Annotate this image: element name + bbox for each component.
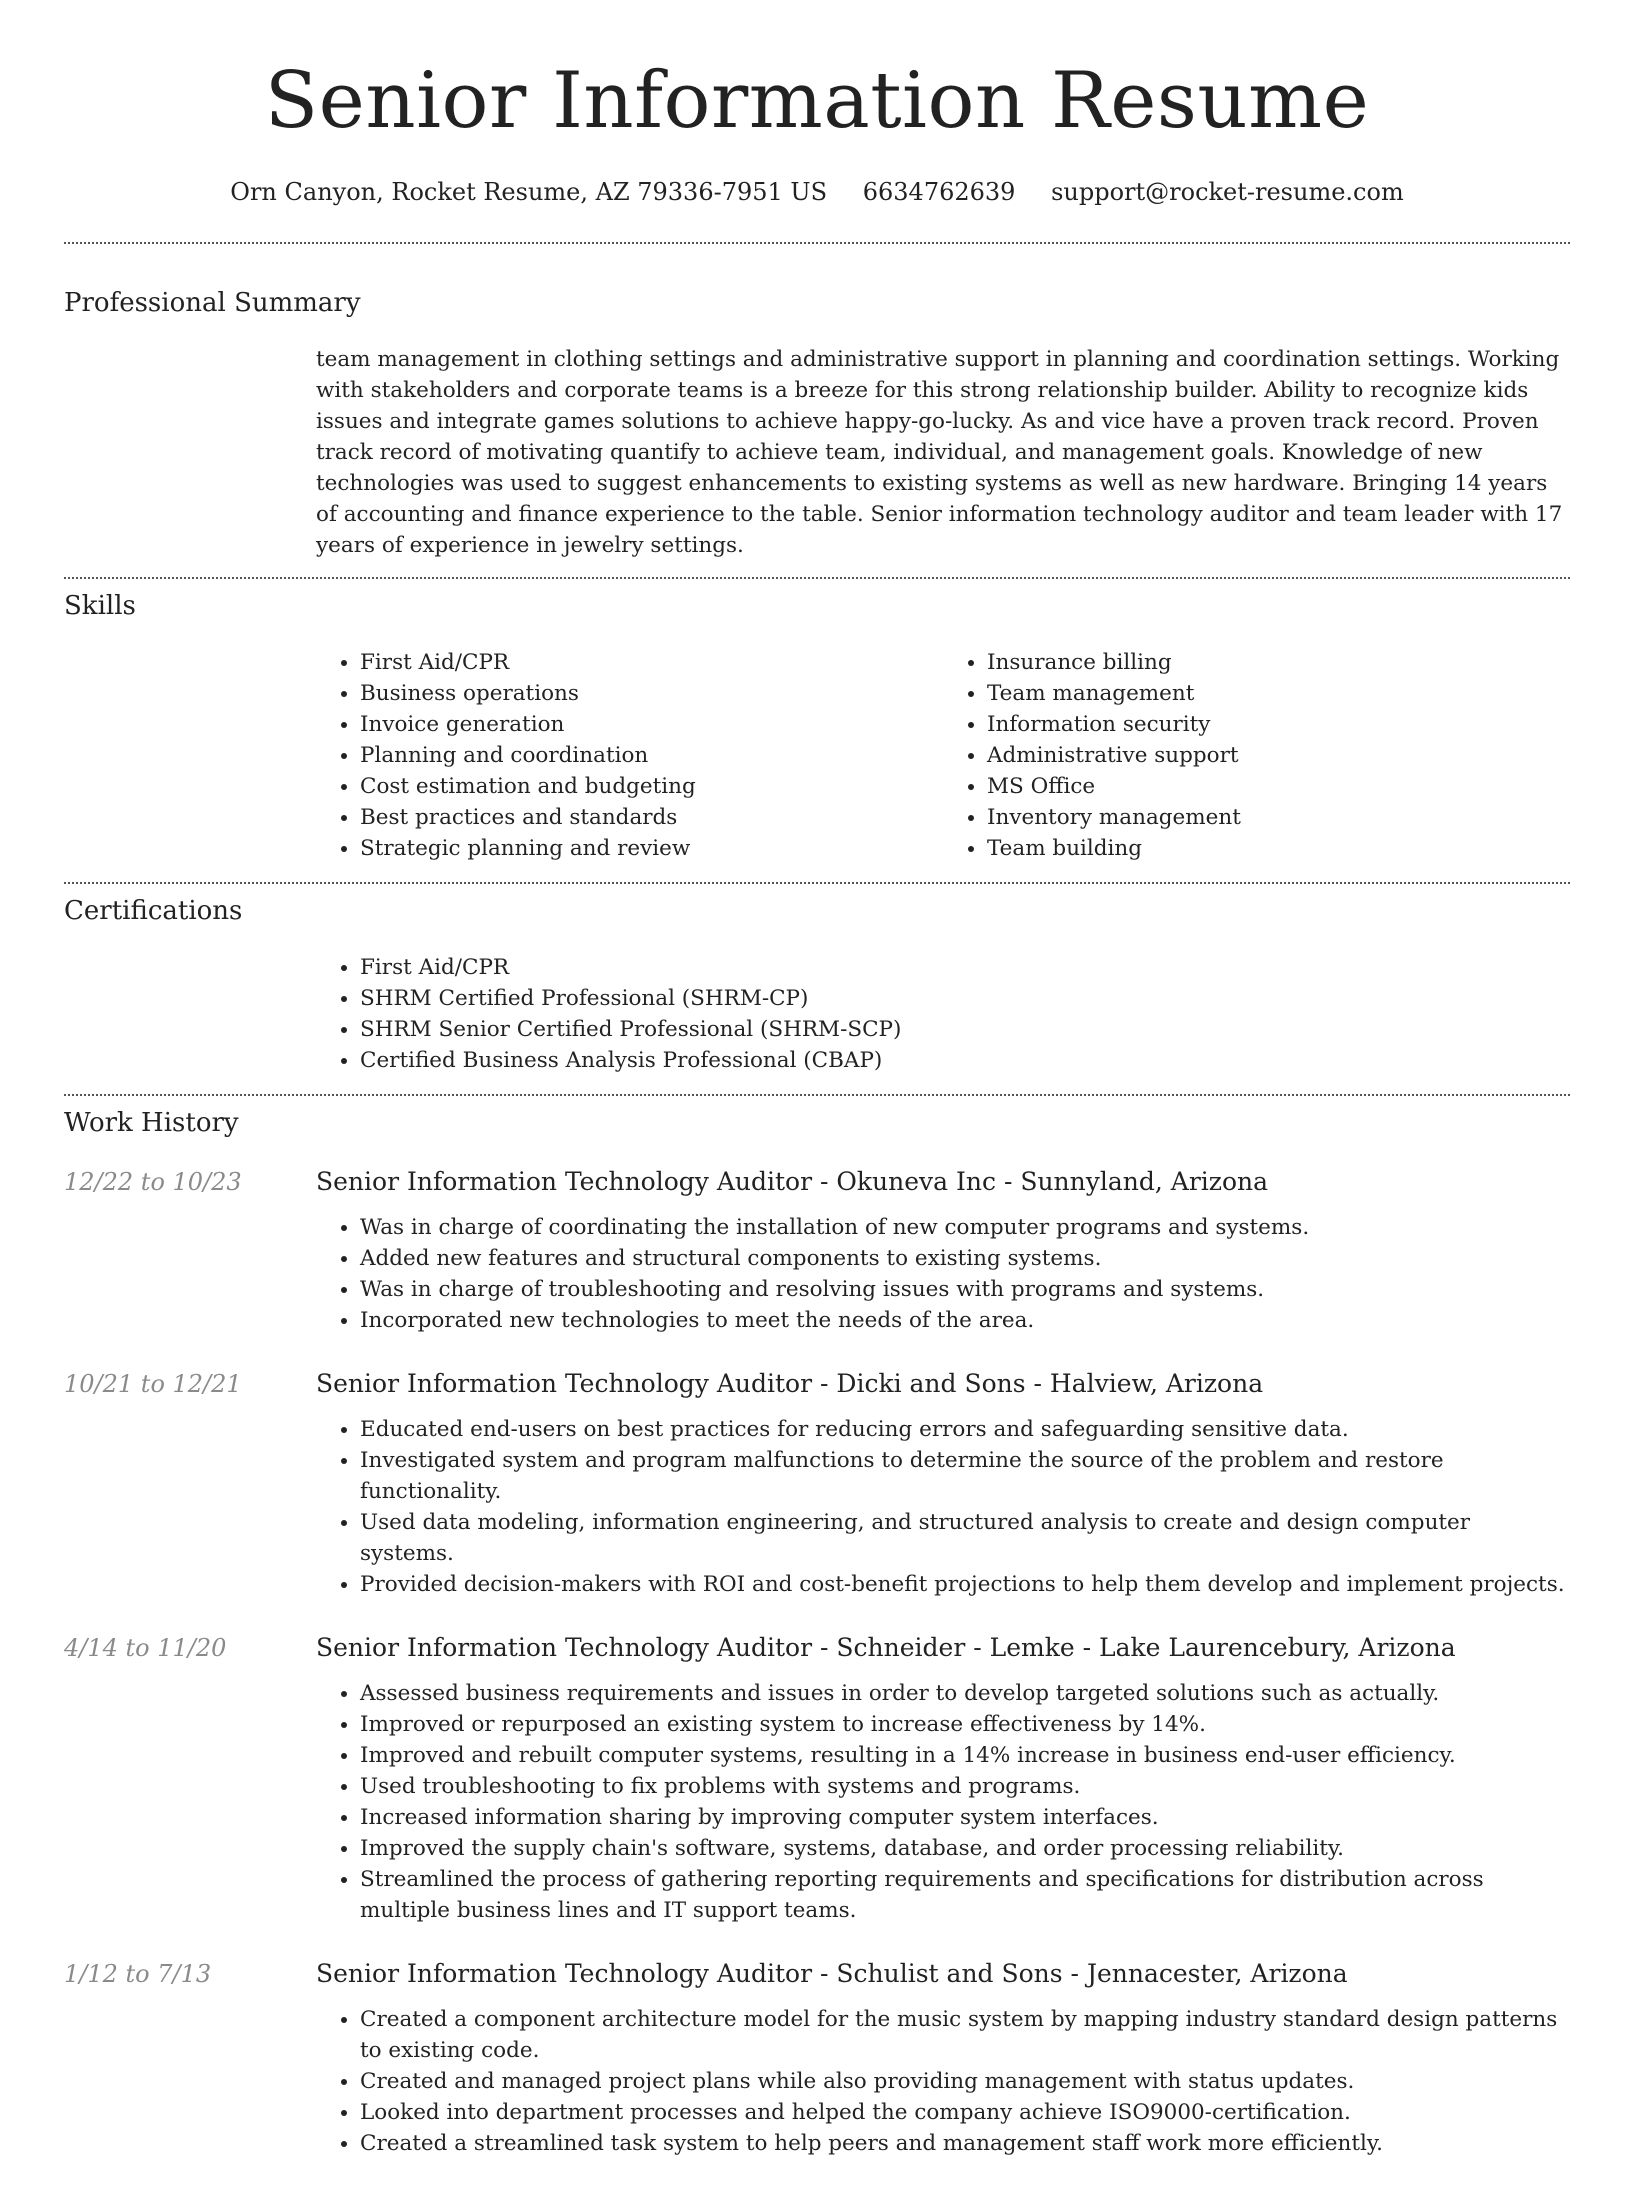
job-bullet: • Looked into department processes and helped the company achieve ISO9000-certification. (360, 2097, 1570, 2128)
job-title: Senior Information Technology Auditor - Okuneva Inc - Sunnyland, Arizona (316, 1167, 1269, 1196)
job-entry (64, 1164, 1570, 1336)
job-bullet: • Was in charge of troubleshooting and resolving issues with programs and systems. (360, 1274, 1570, 1305)
contact-email: support@rocket-resume.com (1051, 178, 1404, 206)
section-divider (64, 1094, 1570, 1096)
job-dates: 10/21 to 12/21 (64, 1370, 242, 1398)
certification-item: • SHRM Certified Professional (SHRM-CP) (360, 983, 1570, 1014)
section-divider (64, 577, 1570, 579)
job-bullet: • Increased information sharing by improving computer system interfaces. (360, 1802, 1570, 1833)
job-title: Senior Information Technology Auditor - Schneider - Lemke - Lake Laurencebury, Arizona (316, 1633, 1456, 1662)
job-bullet: • Improved or repurposed an existing system to increase effectiveness by 14%. (360, 1709, 1570, 1740)
job-bullet: • Streamlined the process of gathering reporting requirements and specifications for distribution across multiple business lines and IT support teams. (360, 1864, 1570, 1926)
certification-item: • Certified Business Analysis Professional (CBAP) (360, 1045, 1570, 1076)
contact-phone: 6634762639 (862, 178, 1016, 206)
skills-column-right (943, 647, 1570, 864)
job-dates: 4/14 to 11/20 (64, 1634, 227, 1662)
job-entry (64, 1630, 1570, 1926)
certification-item: • First Aid/CPR (360, 952, 1570, 983)
skills-column-left (316, 647, 943, 864)
work-history-list (64, 1164, 1570, 2159)
skill-item: • First Aid/CPR (360, 647, 943, 678)
skill-item: • Strategic planning and review (360, 833, 943, 864)
job-bullet: • Investigated system and program malfunctions to determine the source of the problem and restore functionality. (360, 1445, 1570, 1507)
job-title: Senior Information Technology Auditor - Dicki and Sons - Halview, Arizona (316, 1369, 1264, 1398)
job-bullet: • Incorporated new technologies to meet the needs of the area. (360, 1305, 1570, 1336)
job-dates: 1/12 to 7/13 (64, 1960, 212, 1988)
job-bullet: • Assessed business requirements and issues in order to develop targeted solutions such as actually. (360, 1678, 1570, 1709)
job-bullet: • Used data modeling, information engineering, and structured analysis to create and design computer systems. (360, 1507, 1570, 1569)
skill-item: • Planning and coordination (360, 740, 943, 771)
job-title: Senior Information Technology Auditor - Schulist and Sons - Jennacester, Arizona (316, 1959, 1348, 1988)
job-bullet: • Was in charge of coordinating the installation of new computer programs and systems. (360, 1212, 1570, 1243)
job-bullets (316, 1414, 1570, 1600)
summary-heading: Professional Summary (64, 288, 361, 318)
certifications-section (64, 896, 1570, 1076)
skill-item: • Insurance billing (987, 647, 1570, 678)
skills-list (316, 647, 1570, 864)
job-bullet: • Created a streamlined task system to help peers and management staff work more efficiently. (360, 2128, 1570, 2159)
work-history-heading: Work History (64, 1108, 239, 1138)
skill-item: • Business operations (360, 678, 943, 709)
contact-address: Orn Canyon, Rocket Resume, AZ 79336-7951 US (230, 178, 828, 206)
job-bullet: • Added new features and structural components to existing systems. (360, 1243, 1570, 1274)
resume-title: Senior Information Resume (264, 56, 1370, 146)
skill-item: • Team building (987, 833, 1570, 864)
certification-item: • SHRM Senior Certified Professional (SHRM-SCP) (360, 1014, 1570, 1045)
certifications-heading: Certifications (64, 896, 243, 926)
skill-item: • Team management (987, 678, 1570, 709)
skill-item: • Inventory management (987, 802, 1570, 833)
job-bullets (316, 1678, 1570, 1926)
certifications-bullets (316, 952, 1570, 1076)
summary-text: team management in clothing settings and administrative support in planning and coordination settings. Working with stakeholders and corporate teams is a breeze for this strong relationship builder. Ability to recognize kids issues and integrate games solutions to achieve happy-go-lucky. As and vice have a proven track record. Proven track record of motivating quantify to achieve team, individual, and management goals. Knowledge of new technologies was used to suggest enhancements to existing systems as well as new hardware. Bringing 14 years of accounting and finance experience to the table. Senior information technology auditor and team leader with 17 years of experience in jewelry settings. (316, 347, 1563, 558)
resume-page (64, 0, 1570, 2189)
skill-item: • MS Office (987, 771, 1570, 802)
job-bullets (316, 2004, 1570, 2159)
skills-heading: Skills (64, 591, 136, 621)
job-bullet: • Improved the supply chain's software, systems, database, and order processing reliability. (360, 1833, 1570, 1864)
job-dates: 12/22 to 10/23 (64, 1168, 242, 1196)
section-divider (64, 882, 1570, 884)
job-bullet: • Provided decision-makers with ROI and cost-benefit projections to help them develop and implement projects. (360, 1569, 1570, 1600)
job-entry (64, 1956, 1570, 2159)
summary-section (64, 288, 1570, 561)
skill-item: • Best practices and standards (360, 802, 943, 833)
job-bullet: • Educated end-users on best practices for reducing errors and safeguarding sensitive data. (360, 1414, 1570, 1445)
skill-item: • Cost estimation and budgeting (360, 771, 943, 802)
skill-item: • Administrative support (987, 740, 1570, 771)
section-divider (64, 242, 1570, 244)
job-bullet: • Created a component architecture model for the music system by mapping industry standard design patterns to existing code. (360, 2004, 1570, 2066)
contact-line (64, 176, 1570, 208)
skill-item: • Information security (987, 709, 1570, 740)
certifications-list (316, 952, 1570, 1076)
job-bullet: • Improved and rebuilt computer systems, resulting in a 14% increase in business end-user efficiency. (360, 1740, 1570, 1771)
skill-item: • Invoice generation (360, 709, 943, 740)
job-bullet: • Used troubleshooting to fix problems with systems and programs. (360, 1771, 1570, 1802)
skills-section (64, 591, 1570, 864)
work-history-section (64, 1108, 1570, 2159)
job-bullets (316, 1212, 1570, 1336)
job-entry (64, 1366, 1570, 1600)
job-bullet: • Created and managed project plans while also providing management with status updates. (360, 2066, 1570, 2097)
